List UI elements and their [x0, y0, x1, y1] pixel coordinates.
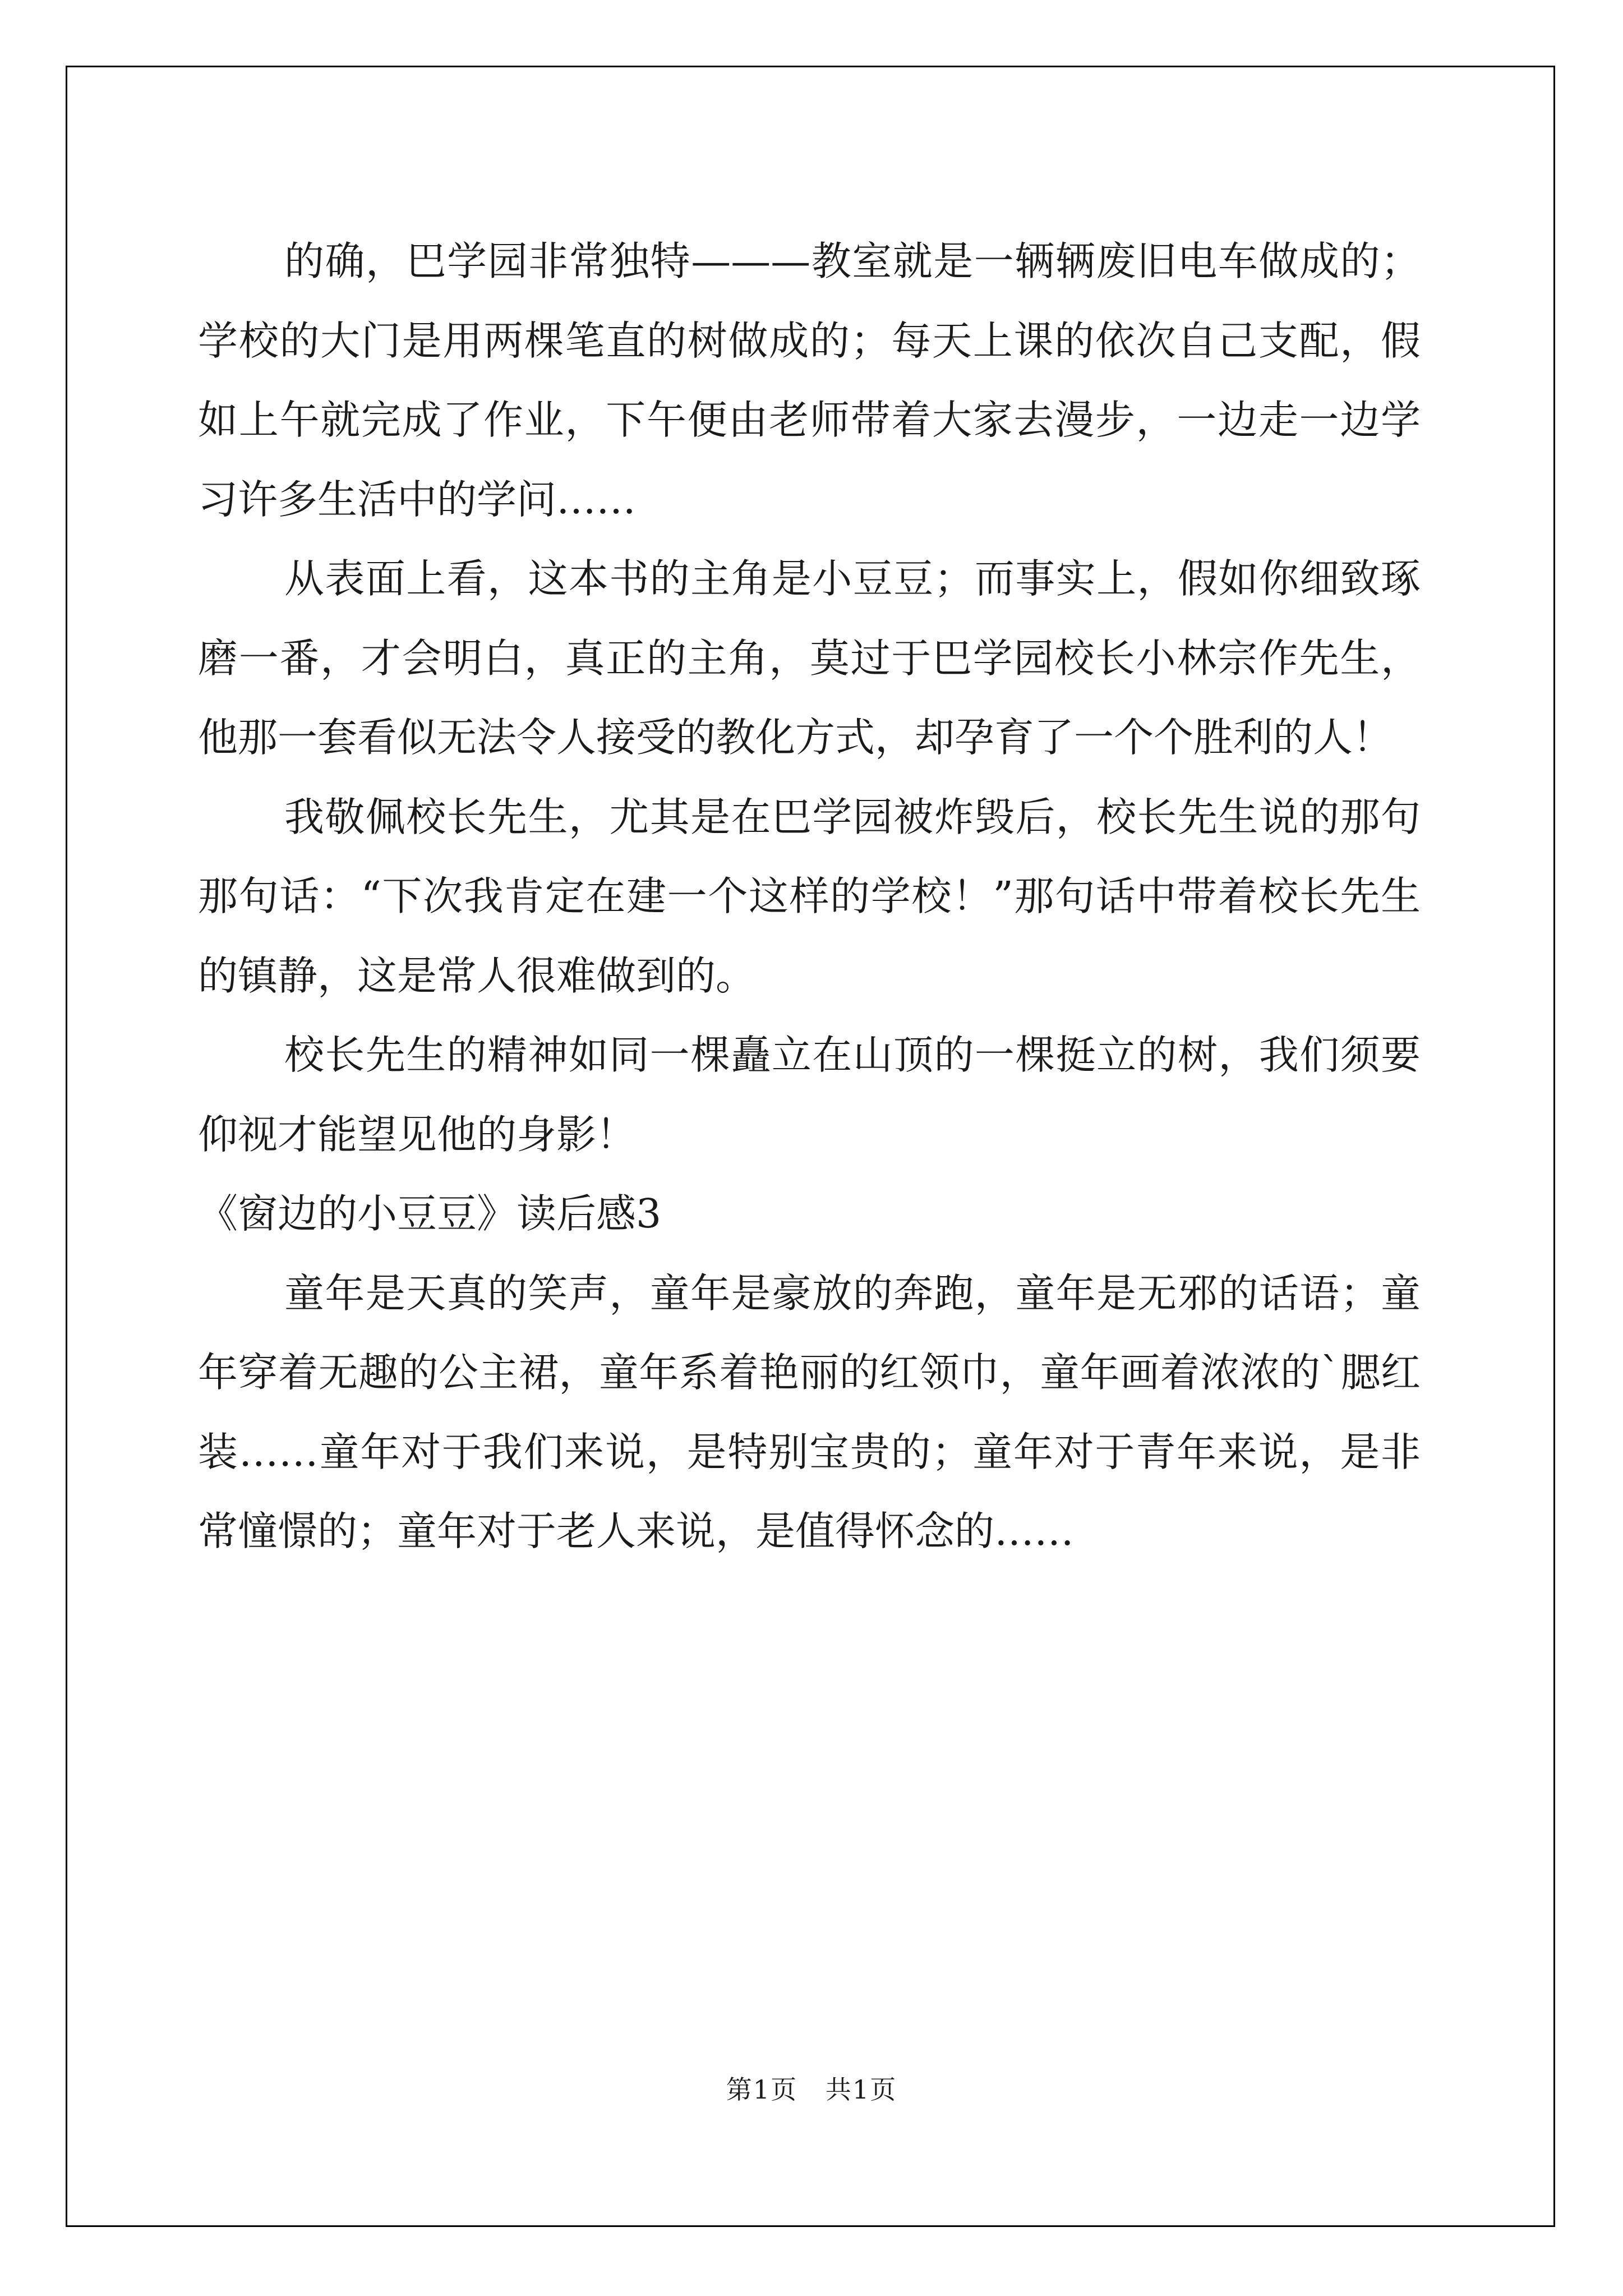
document-body [198, 222, 1421, 1571]
paragraph-childhood: 童年是天真的笑声，童年是豪放的奔跑，童年是无邪的话语；童年穿着无趣的公主裙，童年系着艳丽的红领巾，童年画着浓浓的`腮红装……童年对于我们来说，是特别宝贵的；童年对于青年来说，是非常憧憬的；童年对于老人来说，是值得怀念的…… [198, 1269, 1421, 1554]
paragraph-admiration: 我敬佩校长先生，尤其是在巴学园被炸毁后，校长先生说的那句那句话：“下次我肯定在建一个这样的学校！”那句话中带着校长先生的镇静，这是常人很难做到的。 [198, 793, 1421, 999]
paragraph-school-description: 的确，巴学园非常独特———教室就是一辆辆废旧电车做成的；学校的大门是用两棵笔直的树做成的；每天上课的依次自己支配，假如上午就完成了作业，下午便由老师带着大家去漫步，一边走一边学习许多生活中的学问…… [198, 238, 1421, 523]
section-title: 《窗边的小豆豆》读后感3 [198, 1190, 662, 1237]
page-number: 第1页 共1页 [726, 2074, 897, 2105]
paragraph-spirit: 校长先生的精神如同一棵矗立在山顶的一棵挺立的树，我们须要仰视才能望见他的身影！ [198, 1032, 1421, 1158]
paragraph-main-character: 从表面上看，这本书的主角是小豆豆；而事实上，假如你细致琢磨一番，才会明白，真正的主角，莫过于巴学园校长小林宗作先生，他那一套看似无法令人接受的教化方式，却孕育了一个个胜利的人！ [198, 555, 1421, 761]
